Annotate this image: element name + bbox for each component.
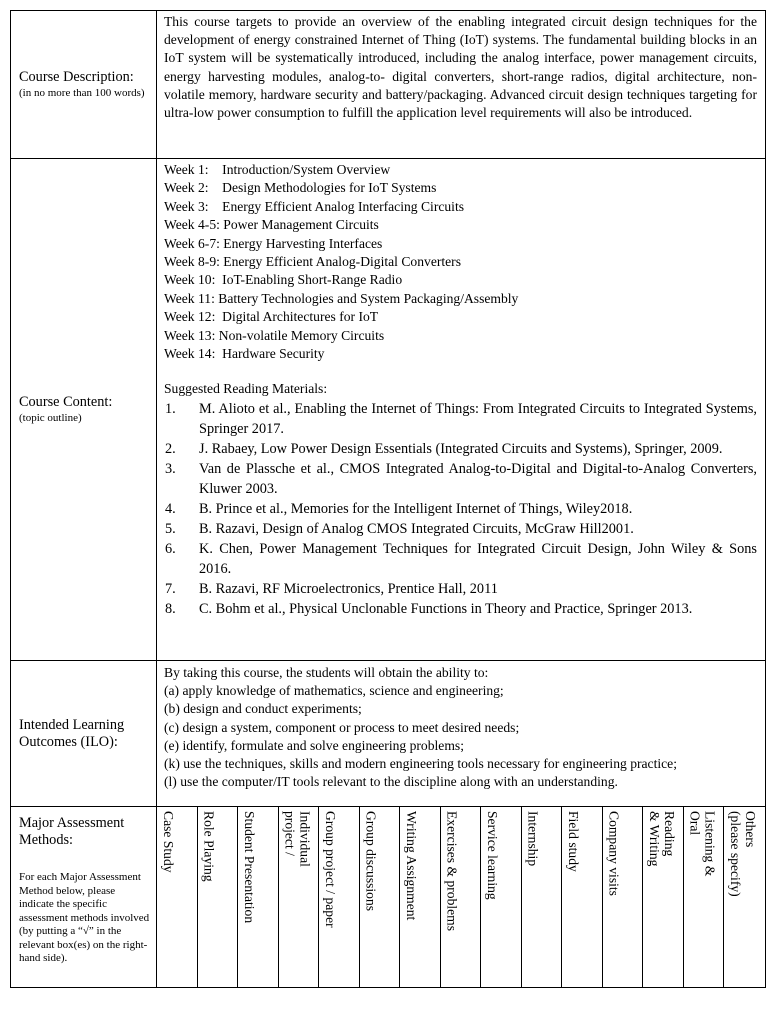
assessment-row [11,807,765,987]
assessment-label: Major Assessment Methods: [19,815,125,848]
ilo-row [11,661,765,807]
method-label: Role Playing [201,811,217,882]
course-description-label-cell [11,11,157,158]
reading-item [164,539,757,579]
ilo-label: Intended Learning Outcomes (ILO): [19,716,125,750]
reading-item [164,499,757,519]
method-label: Field study [566,811,581,872]
method-label: Group project / paper [323,811,338,928]
reading-item [164,579,757,599]
reading-text: K. Chen, Power Management Techniques for Integrated Circuit Design, John Wiley & Sons 2016. [199,540,757,577]
reading-text: J. Rabaey, Low Power Design Essentials (Integrated Circuits and Systems), Springer, 2009. [199,440,723,457]
week-item: Week 11: Battery Technologies and System Packaging/Assembly [164,290,519,306]
ilo-line: (c) design a system, component or process to meet desired needs; [164,719,520,735]
method-checkbox-cell[interactable] [643,807,684,987]
method-checkbox-cell[interactable] [238,807,279,987]
week-item: Week 8-9: Energy Efficient Analog-Digital Converters [164,254,462,270]
reading-number: 8. [165,600,176,617]
method-checkbox-cell[interactable] [400,807,441,987]
method-label: Writing Assignment [404,811,419,921]
course-content-sublabel: (topic outline) [19,412,82,424]
reading-number: 6. [165,540,176,557]
week-item: Week 14: Hardware Security [164,346,325,362]
method-label: Company visits [606,811,622,896]
assessment-instructions: For each Major Assessment Method below, please indicate the specific assessment methods involved (by putting a “√” in the relevant box(es) on the right-hand side). [19,871,150,964]
reading-item [164,399,757,439]
method-label: Group discussions [363,811,379,912]
assessment-label-cell [11,807,157,987]
reading-text: C. Bohm et al., Physical Unclonable Functions in Theory and Practice, Springer 2013. [199,600,693,617]
week-item: Week 10: IoT-Enabling Short-Range Radio [164,272,403,288]
week-item: Week 1: Introduction/System Overview [164,162,391,177]
method-checkbox-cell[interactable] [360,807,401,987]
week-item: Week 13: Non-volatile Memory Circuits [164,327,385,343]
ilo-line: (e) identify, formulate and solve engineering problems; [164,737,464,753]
reading-heading: Suggested Reading Materials: [164,381,328,397]
ilo-line: (a) apply knowledge of mathematics, science and engineering; [164,683,504,699]
method-label: Service learning [485,811,500,900]
method-checkbox-cell[interactable] [157,807,198,987]
ilo-line: (k) use the techniques, skills and modern engineering tools necessary for engineering practice; [164,756,677,772]
week-item: Week 3: Energy Efficient Analog Interfacing Circuits [164,198,465,214]
assessment-methods [157,807,765,987]
ilo-label-cell [11,661,157,806]
method-label: Reading & Writing [647,811,677,867]
method-label: Individual project / [282,811,313,867]
method-checkbox-cell[interactable] [441,807,482,987]
reading-number: 7. [165,580,176,597]
course-content-row [11,159,765,661]
method-label: Others (please specify) [728,811,758,897]
course-content-cell [157,159,765,660]
course-description-label: Course Description: [19,69,134,85]
ilo-line: (l) use the computer/IT tools relevant to the discipline along with an understanding. [164,774,618,790]
course-content-label: Course Content: [19,394,113,410]
method-checkbox-cell[interactable] [562,807,603,987]
week-item: Week 2: Design Methodologies for IoT Systems [164,180,437,196]
week-list [164,161,757,363]
reading-text: B. Razavi, Design of Analog CMOS Integrated Circuits, McGraw Hill2001. [199,520,634,537]
week-item: Week 12: Digital Architectures for IoT [164,309,379,325]
reading-number: 5. [165,520,176,537]
method-label: Student Presentation [242,811,257,924]
course-description-row [11,11,765,159]
week-item: Week 4-5: Power Management Circuits [164,217,379,233]
ilo-line: (b) design and conduct experiments; [164,701,362,717]
method-checkbox-cell[interactable] [319,807,360,987]
week-item: Week 6-7: Energy Harvesting Interfaces [164,235,383,251]
reading-item [164,439,757,459]
method-label: Listening & Oral [687,811,718,877]
method-checkbox-cell[interactable] [724,807,765,987]
method-checkbox-cell[interactable] [603,807,644,987]
method-label: Case Study [161,811,176,873]
reading-list [164,399,757,619]
course-description-cell [157,11,765,158]
reading-text: M. Alioto et al., Enabling the Internet of Things: From Integrated Circuits to Integrated Systems, Springer 2017. [199,400,757,437]
reading-number: 4. [165,500,176,517]
course-form [10,10,766,988]
reading-number: 1. [165,400,176,417]
reading-number: 3. [165,460,176,477]
method-checkbox-cell[interactable] [481,807,522,987]
course-description-sublabel: (in no more than 100 words) [19,87,145,99]
reading-item [164,519,757,539]
method-label: Exercises & problems [444,811,460,932]
course-description-text: This course targets to provide an overview of the enabling integrated circuit design techniques for the development of energy constrained Internet of Thing (IoT) systems. The fundamental building blocks in an IoT system will be systematically introduced, including the analog interface, power management circuits, energy harvesting modules, analog-to- digital converters, short-range radios, digital architecture, non-volatile memory, hardware security and battery/packaging. Advanced circuit design techniques targeting for ultra-low power consumption to fulfill the application level requirements will also be introduced. [164,14,757,121]
method-checkbox-cell[interactable] [522,807,563,987]
method-checkbox-cell[interactable] [198,807,239,987]
reading-item [164,459,757,499]
course-content-label-cell [11,159,157,660]
reading-text: B. Prince et al., Memories for the Intelligent Internet of Things, Wiley2018. [199,500,633,517]
reading-number: 2. [165,440,176,457]
method-checkbox-cell[interactable] [279,807,320,987]
reading-text: B. Razavi, RF Microelectronics, Prentice Hall, 2011 [199,580,498,597]
reading-text: Van de Plassche et al., CMOS Integrated Analog-to-Digital and Digital-to-Analog Converters, Kluwer 2003. [199,460,757,497]
method-label: Internship [525,811,541,867]
ilo-cell [157,661,765,806]
ilo-line: By taking this course, the students will obtain the ability to: [164,665,489,680]
method-checkbox-cell[interactable] [684,807,725,987]
reading-item [164,599,757,619]
